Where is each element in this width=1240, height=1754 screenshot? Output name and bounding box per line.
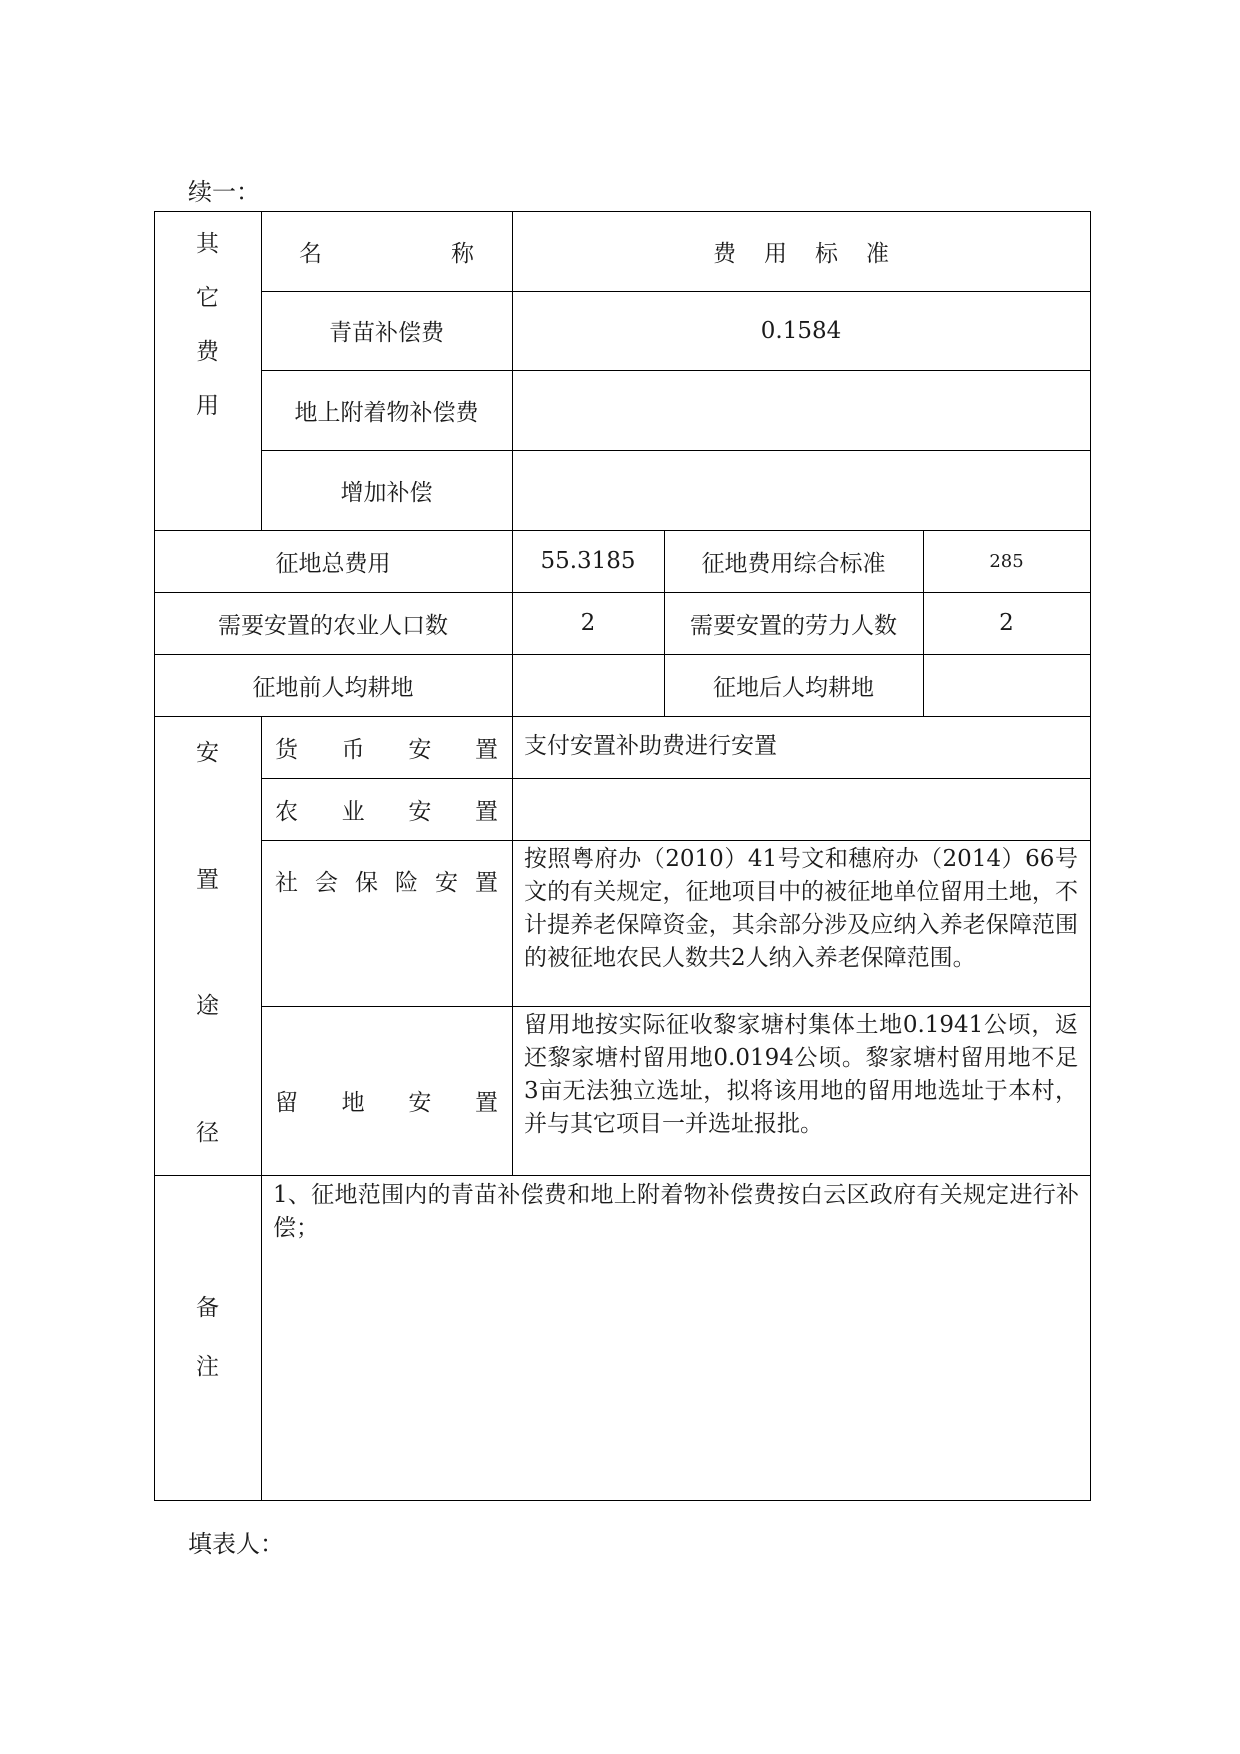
resettlement-side-label: 安 置 途 径 [196, 740, 219, 1146]
standard-label: 征地费用综合标准 [701, 550, 886, 577]
fee-value-seedling: 0.1584 [760, 317, 842, 344]
agri-pop-label: 需要安置的农业人口数 [218, 612, 448, 639]
total-fee-label: 征地总费用 [275, 550, 391, 577]
monetary-resettlement-label: 货 币 安 置 [275, 736, 498, 763]
total-fee-value: 55.3185 [540, 548, 636, 574]
continuation-heading: 续一： [188, 178, 260, 206]
remarks-side-label: 备 注 [196, 1294, 219, 1380]
agri-pop-value: 2 [580, 610, 596, 636]
fee-value-additional [512, 450, 1090, 530]
reserved-land-text: 留用地按实际征收黎家塘村集体土地0.1941公顷，返还黎家塘村留用地0.0194公顷。黎家塘村留用地不足3亩无法独立选址，拟将该用地的留用地选址于本村，并与其它项目一并选址报批。 [524, 1012, 1078, 1137]
land-before-label: 征地前人均耕地 [252, 674, 414, 701]
labor-value: 2 [999, 610, 1014, 636]
land-before-value [512, 654, 664, 716]
header-standard: 费 用 标 准 [713, 240, 889, 267]
land-after-value [923, 654, 1090, 716]
labor-label: 需要安置的劳力人数 [690, 612, 897, 639]
other-fees-side-label: 其 它 费 用 [196, 230, 219, 419]
remarks-text: 1、征地范围内的青苗补偿费和地上附着物补偿费按白云区政府有关规定进行补偿； [273, 1182, 1079, 1241]
land-after-label: 征地后人均耕地 [713, 674, 874, 701]
agricultural-resettlement-label: 农 业 安 置 [275, 798, 498, 825]
reserved-land-label: 留 地 安 置 [275, 1090, 498, 1116]
fee-name-additional: 增加补偿 [340, 479, 433, 506]
standard-value: 285 [989, 550, 1024, 572]
compensation-table [154, 211, 1091, 1501]
fee-name-seedling: 青苗补偿费 [329, 320, 444, 346]
form-filler-label: 填表人： [188, 1530, 284, 1558]
social-insurance-text: 按照粤府办（2010）41号文和穗府办（2014）66号文的有关规定，征地项目中的被征地单位留用土地，不计提养老保障资金，其余部分涉及应纳入养老保障范围的被征地农民人数共2人纳入养老保障范围。 [524, 846, 1078, 971]
fee-name-attachments: 地上附着物补偿费 [294, 399, 479, 426]
social-insurance-label: 社 会 保 险 安 置 [275, 869, 498, 896]
monetary-resettlement-text: 支付安置补助费进行安置 [524, 733, 777, 759]
header-name: 名 称 [299, 240, 474, 267]
fee-value-attachments [512, 370, 1090, 450]
